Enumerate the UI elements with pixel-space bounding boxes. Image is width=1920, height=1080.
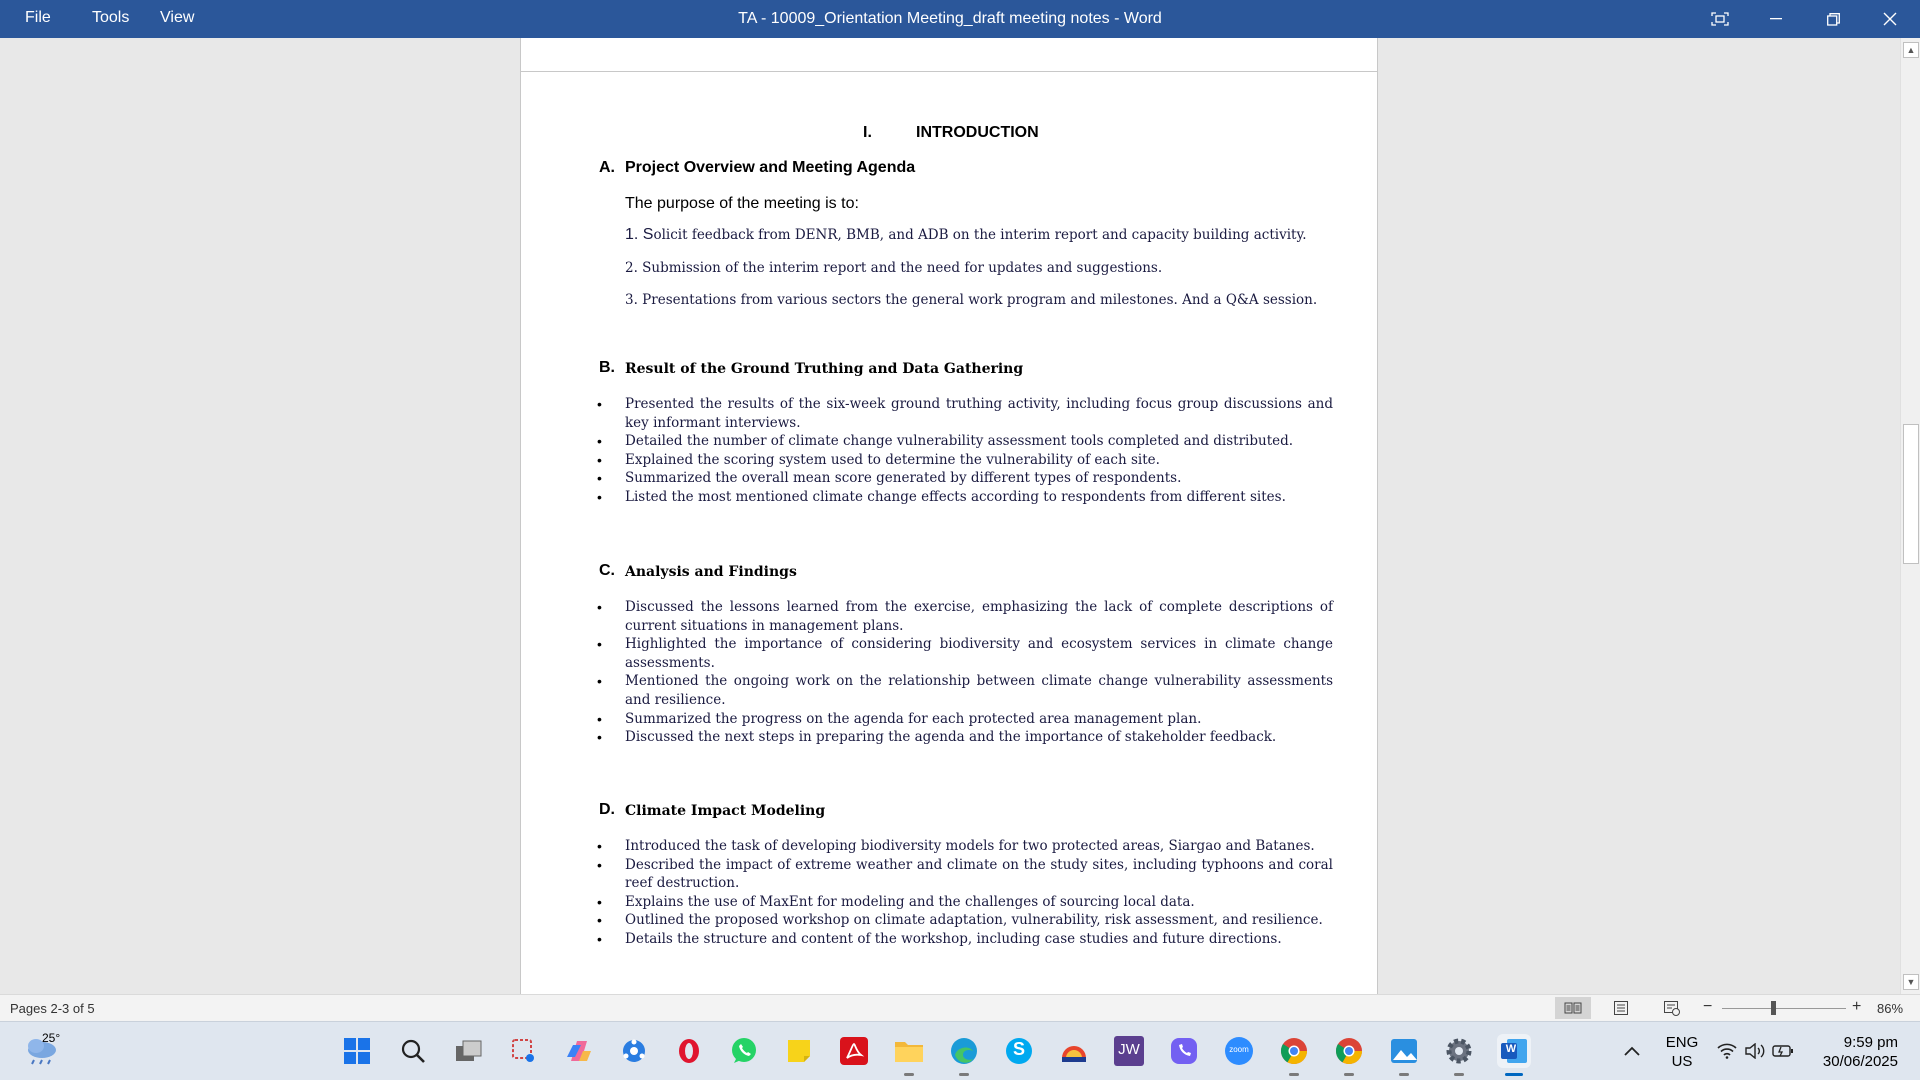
agenda-item-1-prefix: 1. S — [625, 226, 654, 243]
list-item: • Presented the results of the six-week ground truthing activity, including focus group discussions and key informant interviews. — [597, 395, 1333, 432]
viber-icon — [1169, 1036, 1199, 1066]
web-layout-icon — [1663, 1000, 1681, 1016]
agenda-item-1-text: olicit feedback from DENR, BMB, and ADB on the interim report and capacity building activity. — [653, 227, 1307, 243]
list-item: • Discussed the lessons learned from the exercise, emphasizing the lack of complete descriptions of current situations in management plans. — [597, 598, 1333, 635]
minimize-button[interactable] — [1748, 0, 1804, 38]
list-item: • Mentioned the ongoing work on the relationship between climate change vulnerability assessments and resilience. — [597, 672, 1333, 709]
show-hidden-icons-button[interactable] — [1615, 1034, 1649, 1068]
chrome-icon — [1334, 1036, 1364, 1066]
zoom-slider-thumb[interactable] — [1771, 1001, 1776, 1015]
list-item: • Explained the scoring system used to determine the vulnerability of each site. — [597, 451, 1333, 470]
focus-mode-icon — [1711, 12, 1729, 26]
zoom-app[interactable] — [1222, 1034, 1256, 1068]
menu-file[interactable]: File — [25, 9, 51, 26]
list-item: • Highlighted the importance of considering biodiversity and ecosystem services in climate change assessments. — [597, 635, 1333, 672]
battery-icon — [1772, 1044, 1794, 1058]
zoom-in-button[interactable]: + — [1852, 998, 1862, 1015]
agenda-item-2: 2. Submission of the interim report and the need for updates and suggestions. — [625, 260, 1163, 276]
main-heading-number: I. — [863, 124, 872, 141]
taskbar — [0, 1021, 1920, 1080]
battery-status[interactable] — [1766, 1034, 1800, 1068]
acrobat-icon — [839, 1036, 869, 1066]
running-indicator — [1344, 1073, 1354, 1076]
task-view-button[interactable] — [452, 1034, 486, 1068]
section-d-letter: D. — [599, 801, 615, 818]
window-title: TA - 10009_Orientation Meeting_draft meeting notes - Word — [738, 10, 1162, 27]
wifi-icon — [1717, 1043, 1737, 1059]
section-b-list — [597, 395, 1333, 507]
zoom-level[interactable]: 86% — [1877, 1001, 1904, 1016]
zoom-app-label: zoom — [1229, 1045, 1249, 1054]
snipping-tool-app[interactable] — [507, 1034, 541, 1068]
vpn-icon — [1059, 1036, 1089, 1066]
menu-view[interactable]: View — [160, 9, 195, 26]
section-d-list — [597, 837, 1333, 949]
sticky-notes-app[interactable] — [782, 1034, 816, 1068]
opera-icon — [675, 1037, 703, 1065]
section-c-list — [597, 598, 1333, 747]
start-button[interactable] — [340, 1034, 374, 1068]
restore-button[interactable] — [1805, 0, 1861, 38]
copilot-app[interactable] — [562, 1034, 596, 1068]
edge-app[interactable] — [947, 1034, 981, 1068]
scroll-thumb[interactable] — [1903, 424, 1919, 564]
running-indicator — [904, 1073, 914, 1076]
close-icon — [1883, 12, 1897, 26]
clock-date: 30/06/2025 — [1822, 1053, 1898, 1070]
section-a-title: Project Overview and Meeting Agenda — [625, 159, 916, 176]
clock[interactable] — [1808, 1033, 1898, 1071]
running-indicator — [1289, 1073, 1299, 1076]
list-item: • Details the structure and content of the workshop, including case studies and future directions. — [597, 930, 1333, 949]
document-area[interactable] — [0, 38, 1900, 994]
jw-library-label: JW — [1118, 1041, 1140, 1058]
whatsapp-icon — [729, 1036, 759, 1066]
purpose-text: The purpose of the meeting is to: — [625, 195, 859, 212]
photos-icon — [1389, 1036, 1419, 1066]
running-indicator — [959, 1073, 969, 1076]
menu-tools[interactable]: Tools — [92, 9, 130, 26]
opera-app[interactable] — [672, 1034, 706, 1068]
skype-app[interactable] — [1002, 1034, 1036, 1068]
chevron-up-icon — [1624, 1046, 1640, 1056]
chrome-icon — [1279, 1036, 1309, 1066]
scroll-down-button[interactable] — [1903, 974, 1919, 990]
whatsapp-app[interactable] — [727, 1034, 761, 1068]
settings-app[interactable] — [1442, 1034, 1476, 1068]
sticky-notes-icon — [785, 1037, 813, 1065]
network-icon — [620, 1037, 648, 1065]
section-b-letter: B. — [599, 359, 615, 376]
gear-icon — [1444, 1036, 1474, 1066]
jw-library-app[interactable] — [1112, 1034, 1146, 1068]
scroll-up-button[interactable] — [1903, 42, 1919, 58]
search-button[interactable] — [396, 1034, 430, 1068]
list-item: • Summarized the overall mean score generated by different types of respondents. — [597, 469, 1333, 488]
weather-temperature: 25° — [42, 1031, 61, 1045]
task-view-icon — [455, 1039, 483, 1063]
windows-icon — [343, 1037, 371, 1065]
word-app-letter: W — [1505, 1043, 1517, 1055]
zoom-out-button[interactable]: − — [1703, 998, 1713, 1015]
close-button[interactable] — [1862, 0, 1918, 38]
active-indicator — [1505, 1073, 1523, 1076]
document-page[interactable] — [520, 71, 1378, 994]
list-item: • Described the impact of extreme weather and climate on the study sites, including typhoons and coral reef destruction. — [597, 856, 1333, 893]
speaker-icon — [1744, 1043, 1766, 1059]
network-app[interactable] — [617, 1034, 651, 1068]
file-explorer-app[interactable] — [892, 1034, 926, 1068]
skype-letter: S — [1012, 1039, 1025, 1059]
title-bar — [0, 0, 1920, 38]
focus-mode-button[interactable] — [1692, 0, 1748, 38]
edge-icon — [949, 1036, 979, 1066]
read-mode-icon — [1564, 1001, 1582, 1015]
web-layout-button[interactable] — [1654, 997, 1690, 1019]
word-app[interactable] — [1497, 1034, 1531, 1068]
list-item: • Outlined the proposed workshop on climate adaptation, vulnerability, risk assessment, and resilience. — [597, 911, 1333, 930]
copilot-icon — [565, 1037, 593, 1065]
section-b-title: Result of the Ground Truthing and Data Gathering — [625, 361, 1024, 377]
page-count[interactable]: Pages 2-3 of 5 — [10, 1001, 95, 1016]
read-mode-button[interactable] — [1555, 997, 1591, 1019]
agenda-item-1 — [625, 226, 1307, 244]
running-indicator — [1454, 1073, 1464, 1076]
list-item: • Listed the most mentioned climate change effects according to respondents from different sites. — [597, 488, 1333, 507]
language-indicator[interactable] — [1662, 1033, 1702, 1071]
list-item: • Discussed the next steps in preparing the agenda and the importance of stakeholder feedback. — [597, 728, 1333, 747]
chrome-app-2[interactable] — [1332, 1034, 1366, 1068]
list-item: • Introduced the task of developing biodiversity models for two protected areas, Siargao and Batanes. — [597, 837, 1333, 856]
photos-app[interactable] — [1387, 1034, 1421, 1068]
zoom-slider[interactable] — [1722, 1008, 1846, 1009]
search-icon — [400, 1038, 426, 1064]
agenda-item-3: 3. Presentations from various sectors the general work program and milestones. And a Q&A session. — [625, 292, 1318, 308]
minimize-icon — [1770, 18, 1782, 20]
main-heading-text: INTRODUCTION — [916, 124, 1039, 141]
status-bar — [0, 994, 1920, 1021]
section-a-letter: A. — [599, 159, 615, 176]
viber-app[interactable] — [1167, 1034, 1201, 1068]
list-item: • Explains the use of MaxEnt for modeling and the challenges of sourcing local data. — [597, 893, 1333, 912]
chrome-app-1[interactable] — [1277, 1034, 1311, 1068]
list-item: • Detailed the number of climate change vulnerability assessment tools completed and distributed. — [597, 432, 1333, 451]
print-layout-icon — [1613, 1000, 1629, 1016]
section-c-letter: C. — [599, 562, 615, 579]
print-layout-button[interactable] — [1603, 997, 1639, 1019]
running-indicator — [1399, 1073, 1409, 1076]
scroll-down-icon: ▼ — [1906, 977, 1916, 987]
section-d-title: Climate Impact Modeling — [625, 803, 826, 819]
language-code: ENG — [1665, 1034, 1699, 1051]
snipping-tool-icon — [510, 1037, 538, 1065]
vpn-app[interactable] — [1057, 1034, 1091, 1068]
vertical-scrollbar[interactable] — [1900, 38, 1920, 994]
restore-icon — [1827, 13, 1840, 26]
clock-time: 9:59 pm — [1843, 1034, 1898, 1051]
folder-icon — [894, 1038, 924, 1064]
section-c-title: Analysis and Findings — [625, 564, 797, 580]
acrobat-app[interactable] — [837, 1034, 871, 1068]
scroll-up-icon: ▲ — [1906, 45, 1916, 55]
list-item: • Summarized the progress on the agenda for each protected area management plan. — [597, 710, 1333, 729]
region-code: US — [1671, 1053, 1693, 1070]
